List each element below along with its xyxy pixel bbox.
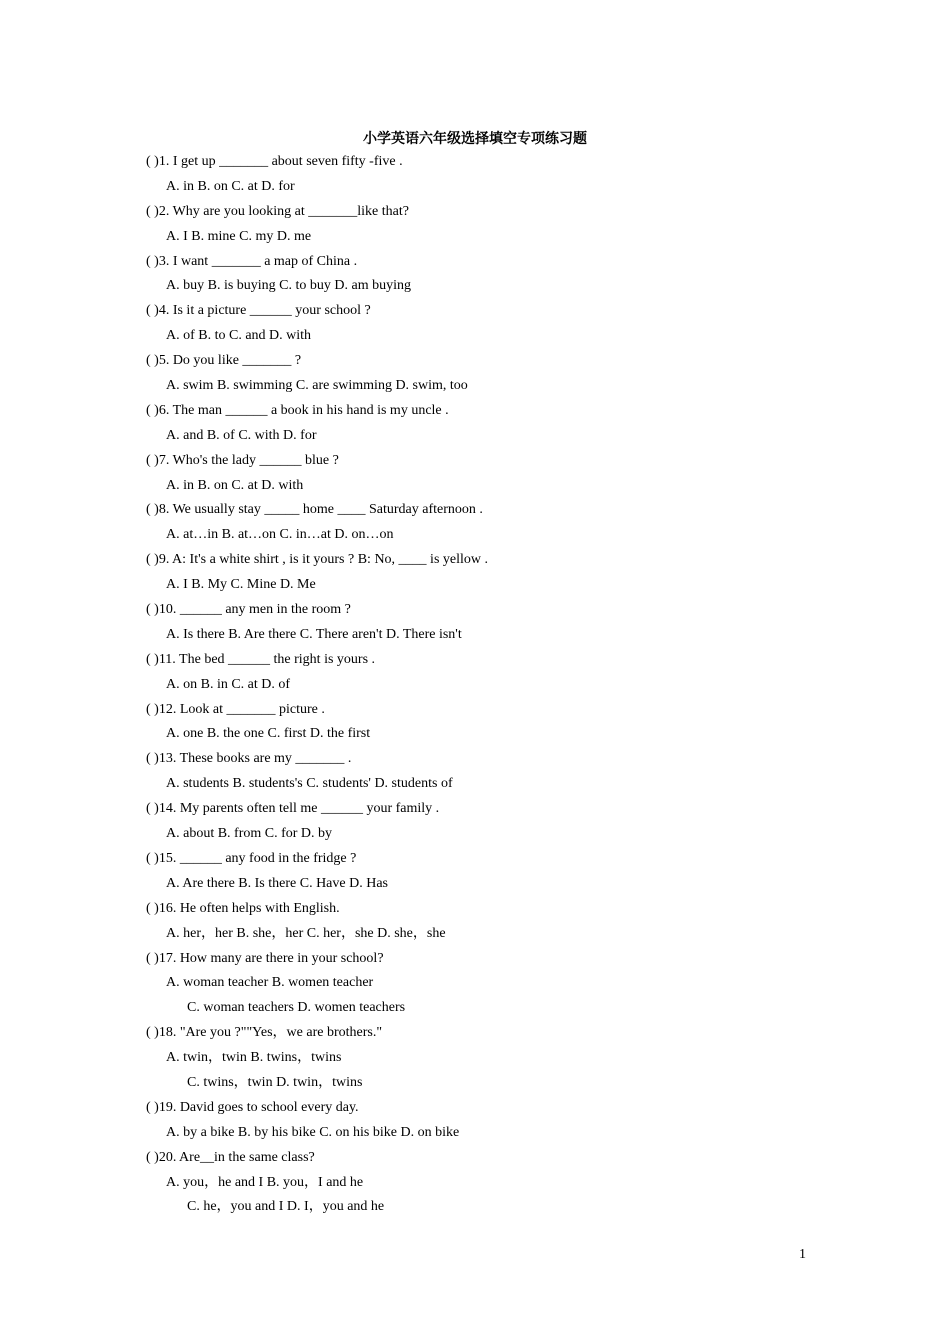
options-line: A. I B. mine C. my D. me — [166, 228, 312, 244]
question-line: ( )9. A: It's a white shirt , is it yours ? B: No, ____ is yellow . — [146, 552, 489, 568]
question-line: ( )19. David goes to school every day. — [146, 1099, 359, 1115]
options-line: A. Is there B. Are there C. There aren't D. There isn't — [166, 626, 462, 642]
options-line: A. I B. My C. Mine D. Me — [166, 577, 316, 593]
question-line: ( )17. How many are there in your school? — [146, 950, 384, 966]
question-line: ( )13. These books are my _______ . — [146, 751, 352, 767]
question-line: ( )11. The bed ______ the right is yours . — [146, 651, 376, 667]
options-line: A. swim B. swimming C. are swimming D. swim, too — [166, 378, 468, 394]
question-list — [0, 150, 950, 1220]
options-line: A. of B. to C. and D. with — [166, 328, 312, 344]
options-line: A. by a bike B. by his bike C. on his bike D. on bike — [166, 1124, 460, 1140]
question-line: ( )15. ______ any food in the fridge ? — [146, 850, 357, 866]
options-line: A. in B. on C. at D. with — [166, 477, 304, 493]
options-line: A. one B. the one C. first D. the first — [166, 726, 371, 742]
page-title: 小学英语六年级选择填空专项练习题 — [363, 131, 587, 147]
question-line: ( )14. My parents often tell me ______ your family . — [146, 801, 440, 817]
question-line: ( )10. ______ any men in the room ? — [146, 602, 351, 618]
options-line: C. he，you and I D. I，you and he — [187, 1199, 385, 1215]
question-line: ( )16. He often helps with English. — [146, 900, 340, 916]
options-line: A. woman teacher B. women teacher — [166, 975, 374, 991]
question-line: ( )4. Is it a picture ______ your school ? — [146, 303, 371, 319]
question-line: ( )3. I want _______ a map of China . — [146, 253, 358, 269]
options-line: A. at…in B. at…on C. in…at D. on…on — [166, 527, 394, 543]
options-line: A. students B. students's C. students' D. students of — [166, 776, 453, 792]
options-line: A. you，he and I B. you，I and he — [166, 1174, 364, 1190]
options-line: C. twins，twin D. twin，twins — [187, 1074, 363, 1090]
question-line: ( )20. Are__in the same class? — [146, 1149, 315, 1165]
options-line: A. Are there B. Is there C. Have D. Has — [166, 875, 388, 891]
question-line: ( )18. "Are you ?""Yes，we are brothers." — [146, 1025, 383, 1041]
question-line: ( )8. We usually stay _____ home ____ Saturday afternoon . — [146, 502, 483, 518]
options-line: A. and B. of C. with D. for — [166, 427, 317, 443]
options-line: A. about B. from C. for D. by — [166, 826, 333, 842]
options-line: A. her，her B. she，her C. her，she D. she，she — [166, 925, 446, 941]
question-line: ( )12. Look at _______ picture . — [146, 701, 325, 717]
options-line: A. twin，twin B. twins，twins — [166, 1050, 342, 1066]
question-line: ( )6. The man ______ a book in his hand is my uncle . — [146, 402, 449, 418]
question-line: ( )5. Do you like _______ ? — [146, 353, 302, 369]
options-line: A. buy B. is buying C. to buy D. am buying — [166, 278, 412, 294]
options-line: A. in B. on C. at D. for — [166, 178, 295, 194]
question-line: ( )7. Who's the lady ______ blue ? — [146, 452, 339, 468]
options-line: A. on B. in C. at D. of — [166, 676, 291, 692]
options-line: C. woman teachers D. women teachers — [187, 1000, 406, 1016]
question-line: ( )1. I get up _______ about seven fifty -five . — [146, 154, 403, 169]
question-line: ( )2. Why are you looking at _______like that? — [146, 203, 409, 219]
page-number: 1 — [799, 1247, 806, 1262]
